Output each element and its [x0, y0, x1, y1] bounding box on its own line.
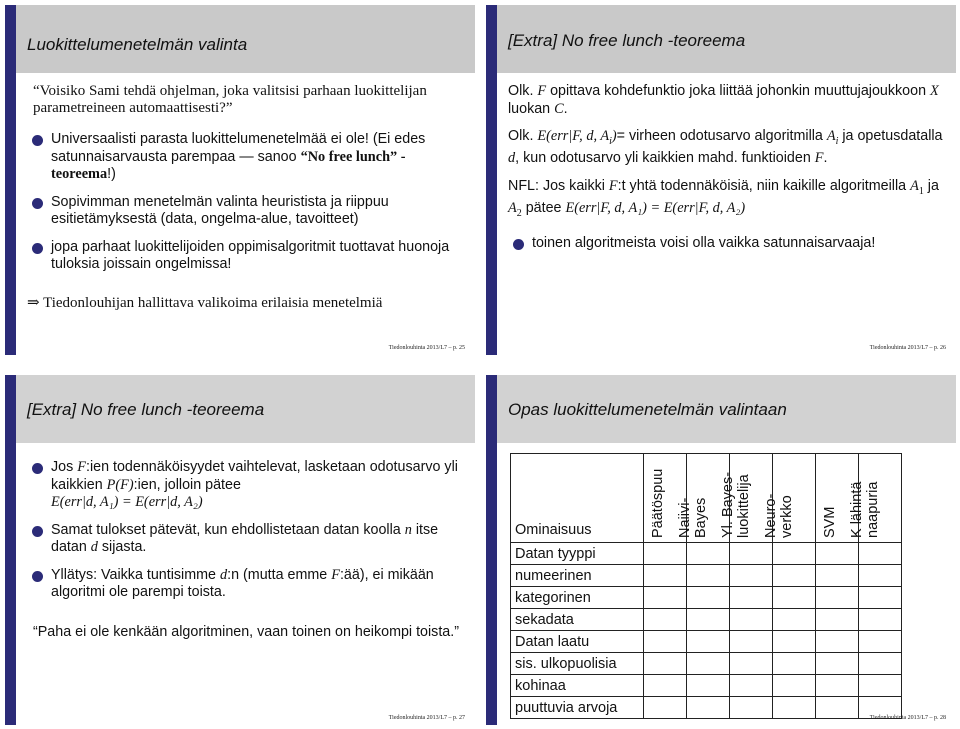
conclusion: ⇒ Tiedonlouhijan hallittava valikoima erilaisia menetelmiä [27, 293, 383, 311]
slide-sidebar [5, 375, 16, 725]
paragraph: NFL: Jos kaikki F:t yhtä todennäköisiä, niin kaikille algoritmeilla $A_1$ ja $A_2$ pätee E(err|F, d, A₁) = E(err|F, d, A₂) [508, 177, 939, 220]
paragraph: Olk. F opittava kohdefunktio joka liittää johonkin muuttujajoukkoon X luokan C. [508, 83, 939, 117]
slide-body [27, 449, 465, 641]
column-header: SVM [816, 454, 859, 543]
method-table [510, 453, 902, 719]
table-row: puuttuvia arvoja [511, 697, 902, 719]
slide-body [508, 83, 946, 252]
table-row: sis. ulkopuolisia [511, 653, 902, 675]
bullet-item: Universaalisti parasta luokittelumenetelmää ei ole! (Ei edes satunnaisarvausta parempaa — sanoo “No free lunch” -teoreema!) [27, 131, 465, 184]
table-row: kategorinen [511, 587, 902, 609]
bullet-item: Sopivimman menetelmän valinta heuristista ja riippuu esitietämyksestä (data, ongelma-alue, tavoitteet) [27, 194, 465, 229]
slide-sidebar [5, 5, 16, 355]
slide-28 [486, 375, 956, 725]
bullet-icon [32, 135, 43, 146]
quote: “Paha ei ole kenkään algoritminen, vaan toinen on heikompi toista.” [33, 623, 459, 640]
slide-title: Luokittelumenetelmän valinta [27, 35, 248, 54]
bullet-item: jopa parhaat luokittelijoiden oppimisalgoritmit tuottavat huonoja tuloksia joissain ongelmissa! [27, 239, 465, 274]
bullet-icon [32, 243, 43, 254]
slide-sidebar [486, 375, 497, 725]
slide-footer: Tiedonlouhinta 2013/L7 – p. 28 [869, 715, 946, 721]
bullet-item: Yllätys: Vaikka tuntisimme d:n (mutta emme F:ää), ei mikään algoritmi ole parempi toista. [27, 567, 465, 602]
paragraph: Olk. E(err|F, d, $A_i)=$ virheen odotusarvo algoritmilla $A_i$ ja opetusdatalla d, kun odotusarvo yli kaikkien mahd. funktioiden F. [508, 128, 943, 167]
bullet-icon [32, 463, 43, 474]
slide-26 [486, 5, 956, 355]
table-row: kohinaa [511, 675, 902, 697]
bullet-item: Jos F:ien todennäköisyydet vaihtelevat, lasketaan odotusarvo yli kaikkien P(F):ien, jolloin pätee E(err|d, A₁) = E(err|d, A₂) [27, 459, 465, 512]
column-header: Yl. Bayes- luokittelija [730, 454, 773, 543]
implies-arrow-icon: ⇒ [27, 293, 40, 311]
slide-footer: Tiedonlouhinta 2013/L7 – p. 26 [869, 345, 946, 351]
slide-body [27, 83, 465, 274]
quote: “Voisiko Sami tehdä ohjelman, joka valitsisi parhaan luokittelijan parametreineen automaattisesti?” [33, 83, 427, 116]
slide-footer: Tiedonlouhinta 2013/L7 – p. 27 [388, 715, 465, 721]
table-row: numeerinen [511, 565, 902, 587]
bullet-icon [32, 571, 43, 582]
slide-sidebar [486, 5, 497, 355]
bullet-item: toinen algoritmeista voisi olla vaikka satunnaisarvaaja! [508, 235, 946, 253]
slide-footer: Tiedonlouhinta 2013/L7 – p. 25 [388, 345, 465, 351]
table-row: Datan laatu [511, 631, 902, 653]
column-header: Päätöspuu [644, 454, 687, 543]
bullet-item: Samat tulokset pätevät, kun ehdollistetaan datan koolla n itse datan d sijasta. [27, 522, 465, 557]
table-row: Datan tyyppi [511, 543, 902, 565]
column-header: K lähintä naapuria [859, 454, 902, 543]
column-header: Naiivi- Bayes [687, 454, 730, 543]
bullet-icon [513, 239, 524, 250]
slide-27 [5, 375, 475, 725]
slide-title: [Extra] No free lunch -teoreema [508, 31, 746, 50]
slide-title: Opas luokittelumenetelmän valintaan [508, 400, 787, 419]
bullet-icon [32, 198, 43, 209]
table-corner: Ominaisuus [511, 454, 644, 543]
slide-25 [5, 5, 475, 355]
table-row: sekadata [511, 609, 902, 631]
bullet-icon [32, 526, 43, 537]
column-header: Neuro- verkko [773, 454, 816, 543]
slide-title: [Extra] No free lunch -teoreema [27, 400, 265, 419]
